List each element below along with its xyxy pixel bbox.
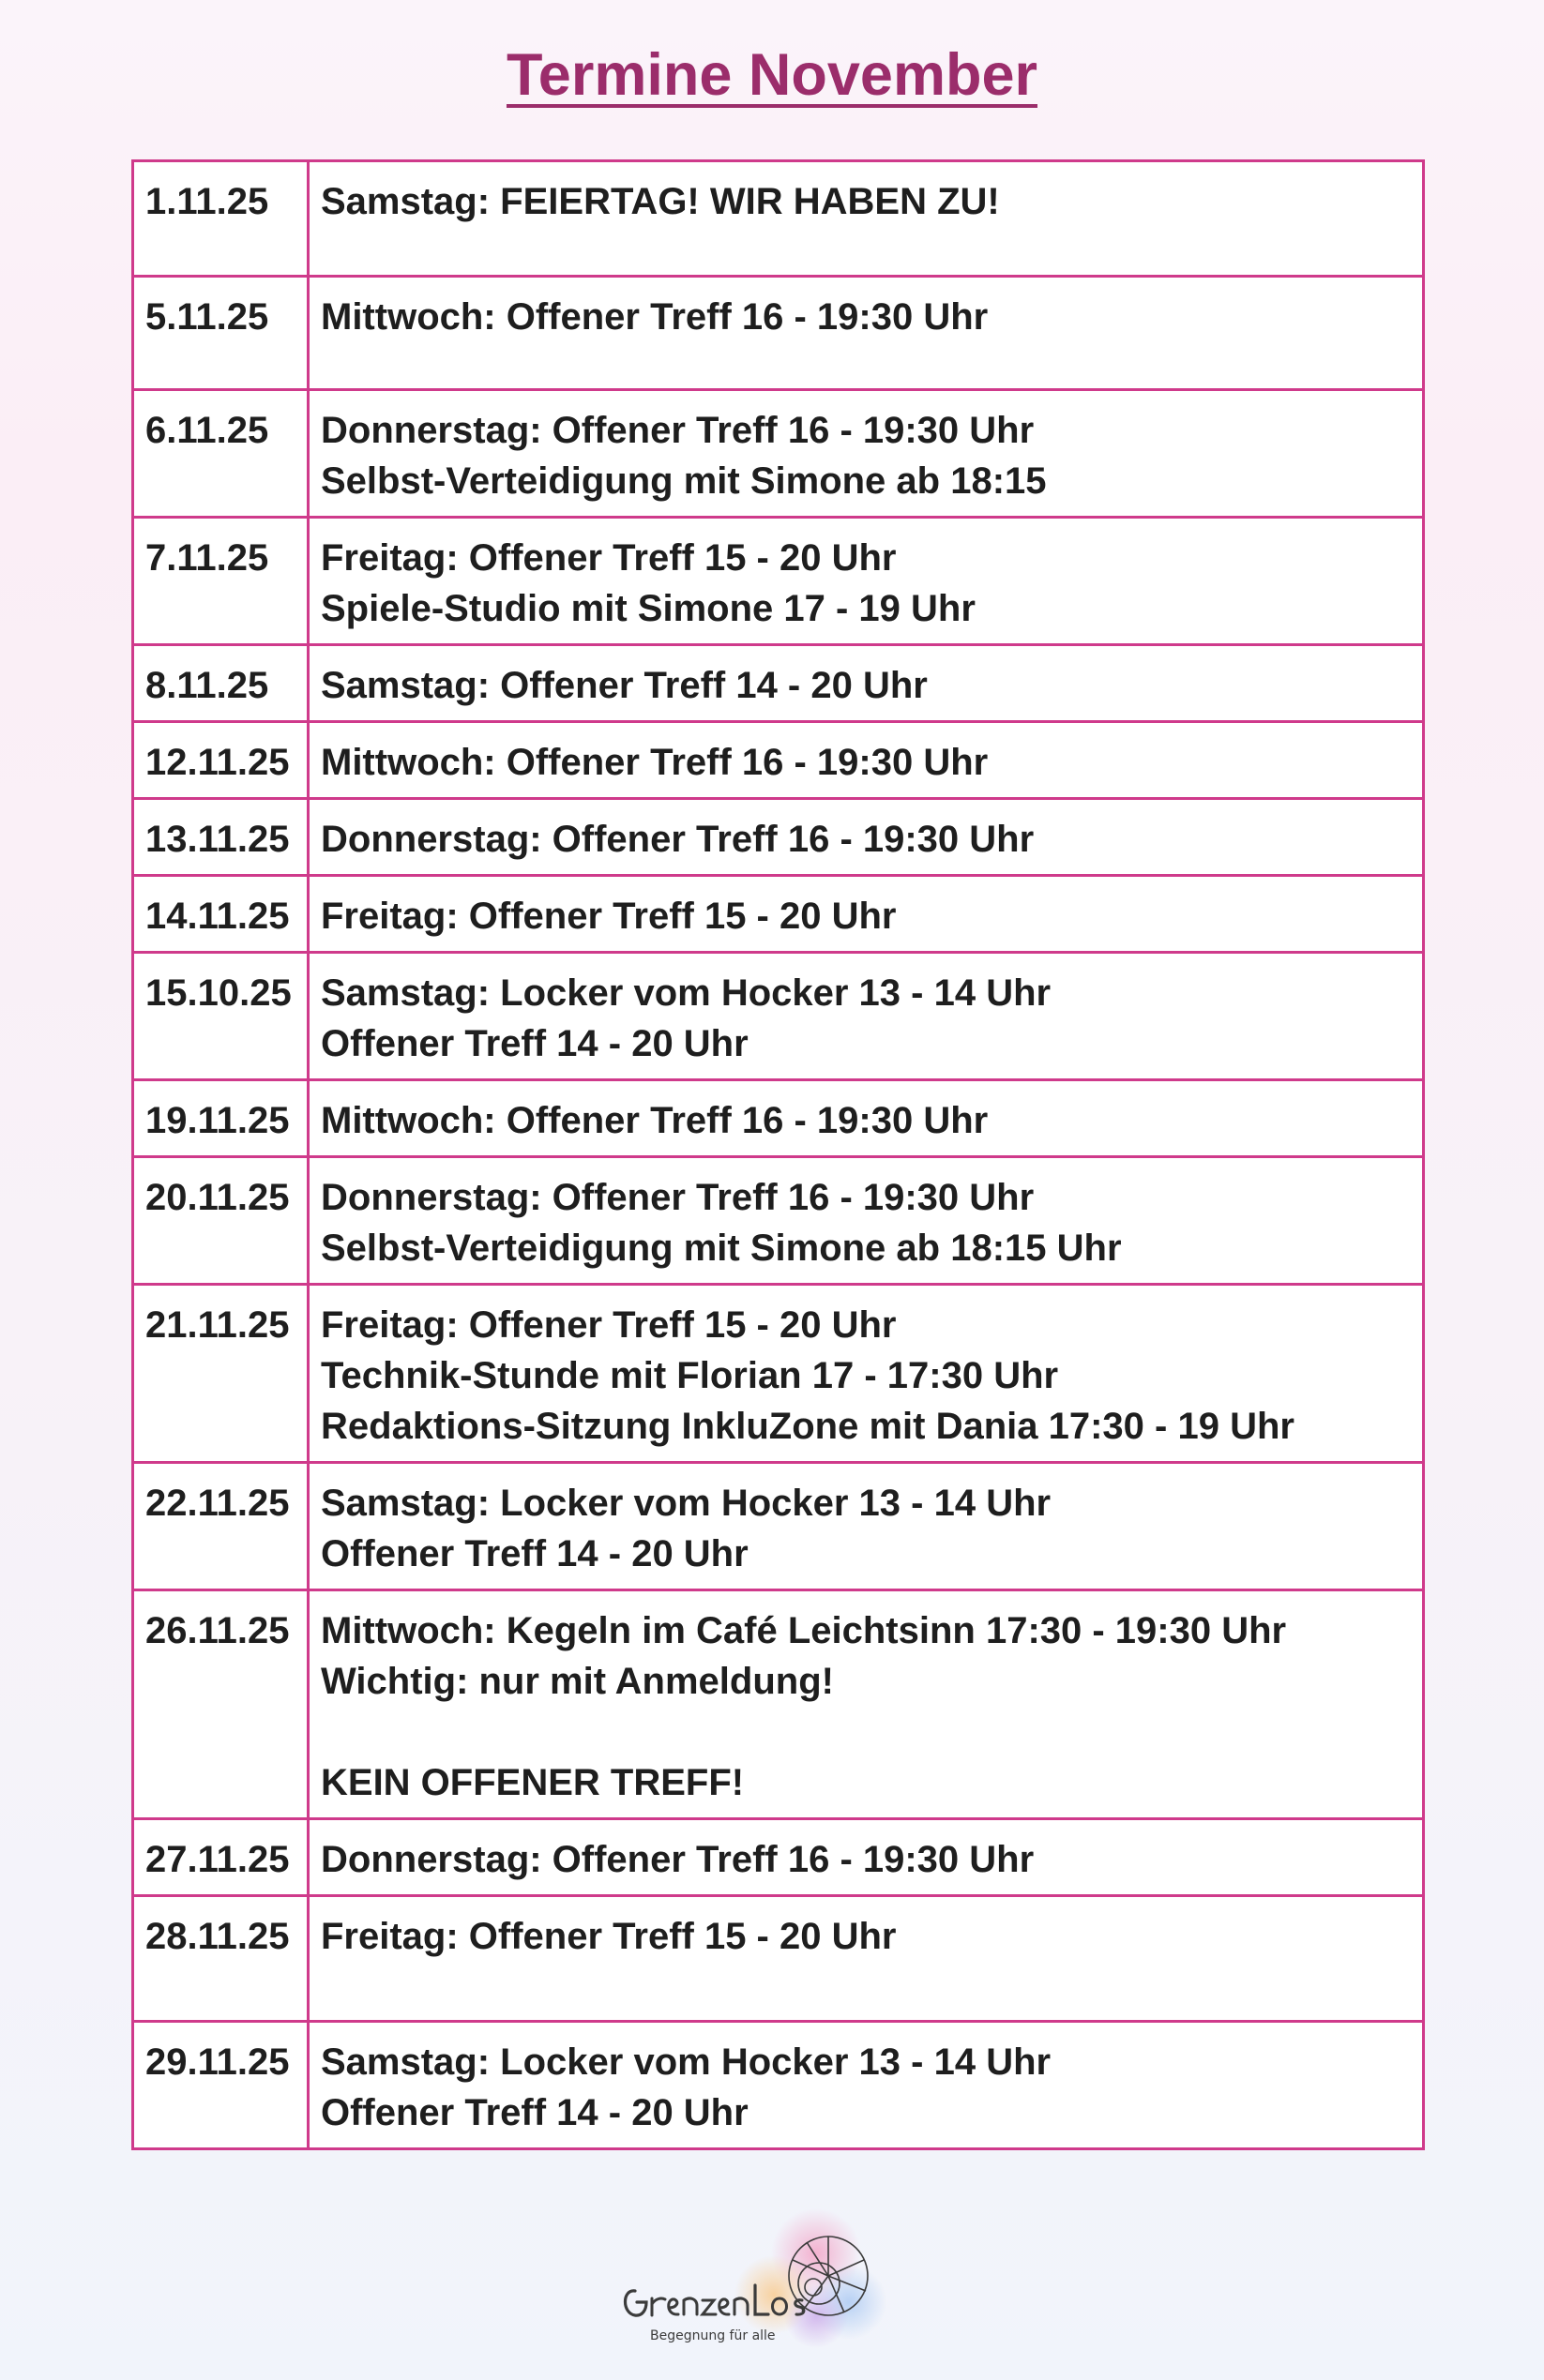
grenzenlos-logo — [614, 2208, 915, 2349]
schedule-detail-line: Donnerstag: Offener Treff 16 - 19:30 Uhr — [321, 1839, 1035, 1881]
schedule-details — [309, 2022, 1424, 2149]
schedule-detail-line: Selbst-Verteidigung mit Simone ab 18:15 — [321, 460, 1047, 503]
schedule-date: 7.11.25 — [133, 518, 309, 645]
schedule-details — [309, 276, 1424, 389]
schedule-detail-line: Samstag: FEIERTAG! WIR HABEN ZU! — [321, 181, 1000, 222]
schedule-row — [133, 1590, 1424, 1819]
schedule-detail-line: Technik-Stunde mit Florian 17 - 17:30 Uhr — [321, 1355, 1059, 1397]
schedule-row — [133, 953, 1424, 1080]
schedule-date: 1.11.25 — [133, 161, 309, 277]
schedule-date: 27.11.25 — [133, 1819, 309, 1896]
schedule-detail-line: Samstag: Locker vom Hocker 13 - 14 Uhr — [321, 2041, 1052, 2084]
schedule-details — [309, 390, 1424, 518]
schedule-detail-line: Samstag: Offener Treff 14 - 20 Uhr — [321, 665, 928, 707]
schedule-date: 20.11.25 — [133, 1157, 309, 1285]
schedule-detail-line: KEIN OFFENER TREFF! — [321, 1762, 745, 1804]
schedule-date: 8.11.25 — [133, 645, 309, 722]
logo-tagline: Begegnung für alle — [650, 2328, 776, 2343]
schedule-detail-line — [321, 1707, 1413, 1757]
schedule-date: 6.11.25 — [133, 390, 309, 518]
schedule-details — [309, 953, 1424, 1080]
schedule-row — [133, 722, 1424, 799]
schedule-details — [309, 1157, 1424, 1285]
schedule-details — [309, 1896, 1424, 2022]
schedule-details — [309, 1590, 1424, 1819]
schedule-row — [133, 2022, 1424, 2149]
schedule-details — [309, 722, 1424, 799]
schedule-detail-line: Mittwoch: Offener Treff 16 - 19:30 Uhr — [321, 1100, 989, 1142]
schedule-row — [133, 1463, 1424, 1590]
logo-watercolor-mark — [734, 2208, 886, 2348]
schedule-detail-line: Wichtig: nur mit Anmeldung! — [321, 1661, 834, 1703]
schedule-details — [309, 1463, 1424, 1590]
schedule-date: 5.11.25 — [133, 276, 309, 389]
schedule-detail-line: Freitag: Offener Treff 15 - 20 Uhr — [321, 537, 897, 580]
schedule-date: 21.11.25 — [133, 1285, 309, 1463]
schedule-details — [309, 1285, 1424, 1463]
schedule-detail-line: Offener Treff 14 - 20 Uhr — [321, 1533, 749, 1575]
schedule-detail-line: Mittwoch: Kegeln im Café Leichtsinn 17:30 - 19:30 Uhr — [321, 1610, 1287, 1652]
schedule-details — [309, 1819, 1424, 1896]
schedule-detail-line: Samstag: Locker vom Hocker 13 - 14 Uhr — [321, 1483, 1052, 1525]
schedule-date: 22.11.25 — [133, 1463, 309, 1590]
schedule-body — [133, 161, 1424, 2149]
schedule-detail-line: Freitag: Offener Treff 15 - 20 Uhr — [321, 1304, 897, 1347]
schedule-detail-line: Redaktions-Sitzung InkluZone mit Dania 17:30 - 19 Uhr — [321, 1406, 1294, 1448]
schedule-row — [133, 161, 1424, 277]
schedule-row — [133, 1285, 1424, 1463]
schedule-detail-line: Freitag: Offener Treff 15 - 20 Uhr — [321, 1916, 897, 1958]
schedule-date: 12.11.25 — [133, 722, 309, 799]
schedule-row — [133, 1080, 1424, 1157]
schedule-row — [133, 799, 1424, 876]
schedule-row — [133, 390, 1424, 518]
schedule-row — [133, 1896, 1424, 2022]
schedule-details — [309, 161, 1424, 277]
schedule-row — [133, 876, 1424, 953]
schedule-date: 14.11.25 — [133, 876, 309, 953]
schedule-date: 15.10.25 — [133, 953, 309, 1080]
schedule-detail-line: Donnerstag: Offener Treff 16 - 19:30 Uhr — [321, 819, 1035, 861]
schedule-details — [309, 645, 1424, 722]
schedule-detail-line: Mittwoch: Offener Treff 16 - 19:30 Uhr — [321, 295, 989, 338]
schedule-details — [309, 1080, 1424, 1157]
schedule-details — [309, 876, 1424, 953]
schedule-details — [309, 799, 1424, 876]
schedule-detail-line: Spiele-Studio mit Simone 17 - 19 Uhr — [321, 588, 976, 630]
schedule-date: 26.11.25 — [133, 1590, 309, 1819]
schedule-date: 28.11.25 — [133, 1896, 309, 2022]
schedule-detail-line: Mittwoch: Offener Treff 16 - 19:30 Uhr — [321, 742, 989, 784]
schedule-row — [133, 276, 1424, 389]
schedule-row — [133, 518, 1424, 645]
schedule-date: 29.11.25 — [133, 2022, 309, 2149]
schedule-date: 13.11.25 — [133, 799, 309, 876]
schedule-row — [133, 645, 1424, 722]
schedule-detail-line: Offener Treff 14 - 20 Uhr — [321, 1023, 749, 1065]
schedule-date: 19.11.25 — [133, 1080, 309, 1157]
schedule-row — [133, 1819, 1424, 1896]
schedule-details — [309, 518, 1424, 645]
schedule-detail-line: Donnerstag: Offener Treff 16 - 19:30 Uhr — [321, 1177, 1035, 1219]
schedule-table — [131, 159, 1425, 2150]
schedule-detail-line: Selbst-Verteidigung mit Simone ab 18:15 Uhr — [321, 1228, 1122, 1270]
schedule-detail-line: Samstag: Locker vom Hocker 13 - 14 Uhr — [321, 972, 1052, 1015]
schedule-detail-line: Donnerstag: Offener Treff 16 - 19:30 Uhr — [321, 410, 1035, 452]
schedule-row — [133, 1157, 1424, 1285]
schedule-detail-line: Offener Treff 14 - 20 Uhr — [321, 2092, 749, 2134]
page-title: Termine November — [506, 42, 1037, 108]
schedule-detail-line: Freitag: Offener Treff 15 - 20 Uhr — [321, 896, 897, 938]
